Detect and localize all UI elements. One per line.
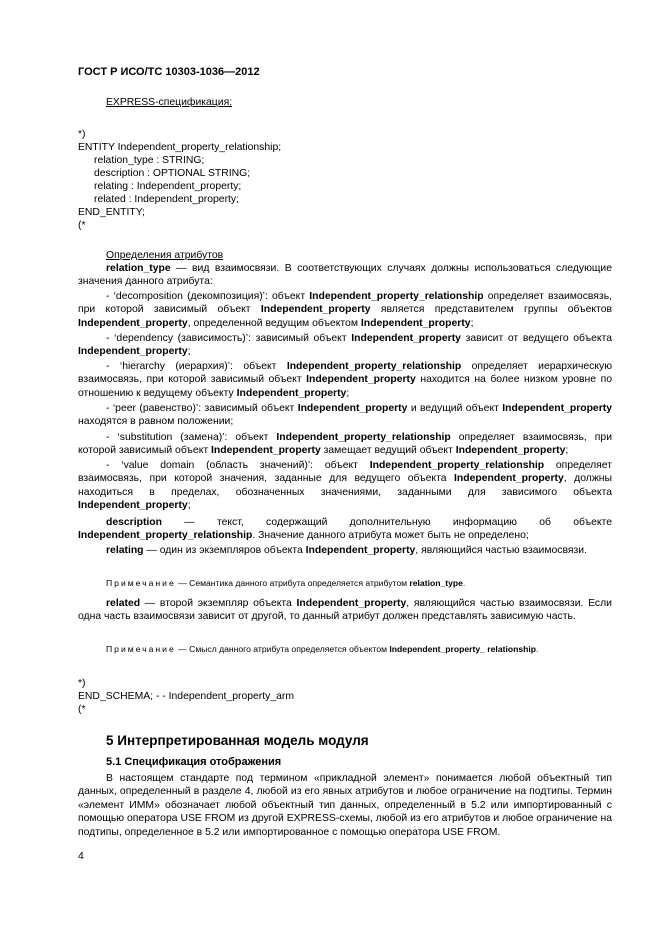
description-definition: description — текст, содержащий дополнительную информацию об объекте Independent_property_relationship. Значение данного атрибута может быть не определено; — [78, 517, 612, 542]
relating-definition: relating — один из экземпляров объекта Independent_property, являющийся частью взаимосвязи. — [106, 545, 587, 556]
code-line: relation_type : STRING; — [94, 155, 205, 166]
page-number: 4 — [78, 851, 84, 862]
code-line: END_ENTITY; — [78, 207, 145, 218]
relation-value-item: - ‘substitution (замена)’: объект Independent_property_relationship определяет взаимосвязь, при которой зависимый объект Independent_property замещает ведущий объект Independent_property; — [78, 432, 612, 457]
code-line: *) — [78, 129, 86, 140]
code-line: (* — [78, 220, 86, 231]
code-line: *) — [78, 678, 86, 689]
relation-value-item: - ‘value domain (область значений)’: объект Independent_property_relationship определяет взаимосвязь, при которой значения, заданные для ведущего объекта Independent_property, должны находиться в пределах, обозначенных значениями, заданными для зависимого объекта Independent_property; — [78, 460, 612, 512]
code-line: END_SCHEMA; - - Independent_property_arm — [78, 691, 294, 702]
relation-value-item: - ‘hierarchy (иерархия)’: объект Independent_property_relationship определяет иерархическую взаимосвязь, при которой зависимый объект Independent_property находится на более низком уровне по отношению к ведущему объекту Independent_property; — [78, 361, 612, 399]
code-line: ENTITY Independent_property_relationship; — [78, 142, 282, 153]
relation-value-item: - ‘dependency (зависимость)’: зависимый объект Independent_property зависит от ведущего объекта Independent_property; — [78, 333, 612, 358]
code-line: relating : Independent_property; — [94, 181, 242, 192]
attribute-name: related — [106, 598, 141, 609]
note-1: Примечание — Семантика данного атрибута определяется атрибутом relation_type. — [106, 578, 466, 588]
code-line: description : OPTIONAL STRING; — [94, 168, 251, 179]
relation-value-item: - ‘decomposition (декомпозиция)’: объект Independent_property_relationship определяет взаимосвязь, при которой зависимый объект Independent_property является представителем группы объектов Independent_property, определенной ведущим объектом Independent_property; — [78, 291, 612, 329]
attribute-name: relating — [106, 545, 144, 556]
section-title: 5 Интерпретированная модель модуля — [106, 733, 369, 748]
note-2: Примечание — Смысл данного атрибута определяется объектом Independent_property_ relationship. — [106, 644, 539, 654]
section-paragraph: В настоящем стандарте под термином «прикладной элемент» понимается любой объектный тип данных, определенный в разделе 4, любой из его явных атрибутов и любое ограничение на подтипы. Термин «элемент ИММ» обозначает любой объектный тип данных, определенный в 5.2 или импортированный с помощью оператора USE FROM из другой EXPRESS-схемы, любой из его атрибутов и любое ограничение на подтипы, определенное в 5.2 или импортированное с помощью оператора USE FROM. — [78, 773, 612, 838]
standard-header: ГОСТ Р ИСО/ТС 10303-1036—2012 — [78, 66, 260, 78]
subsection-title: 5.1 Спецификация отображения — [106, 756, 282, 768]
relation-value-item: - ‘peer (равенство)’: зависимый объект Independent_property и ведущий объект Independent_property находятся в равном положении; — [78, 403, 612, 428]
attribute-name: description — [106, 517, 163, 528]
code-line: (* — [78, 704, 86, 715]
express-spec-title: EXPRESS-спецификация: — [106, 97, 233, 108]
note-label: Примечание — [106, 578, 176, 588]
note-label: Примечание — [106, 644, 176, 654]
code-line: related : Independent_property; — [94, 194, 239, 205]
related-definition: related — второй экземпляр объекта Independent_property, являющийся частью взаимосвязи. Если одна часть взаимосвязи зависит от другой, то данный атрибут должен представлять зависимую часть. — [78, 598, 612, 623]
attributes-title: Определения атрибутов — [106, 250, 224, 261]
relation-type-definition: relation_type — вид взаимосвязи. В соответствующих случаях должны использоваться следующие значения данного атрибута: — [78, 263, 612, 288]
attribute-name: relation_type — [106, 263, 171, 274]
